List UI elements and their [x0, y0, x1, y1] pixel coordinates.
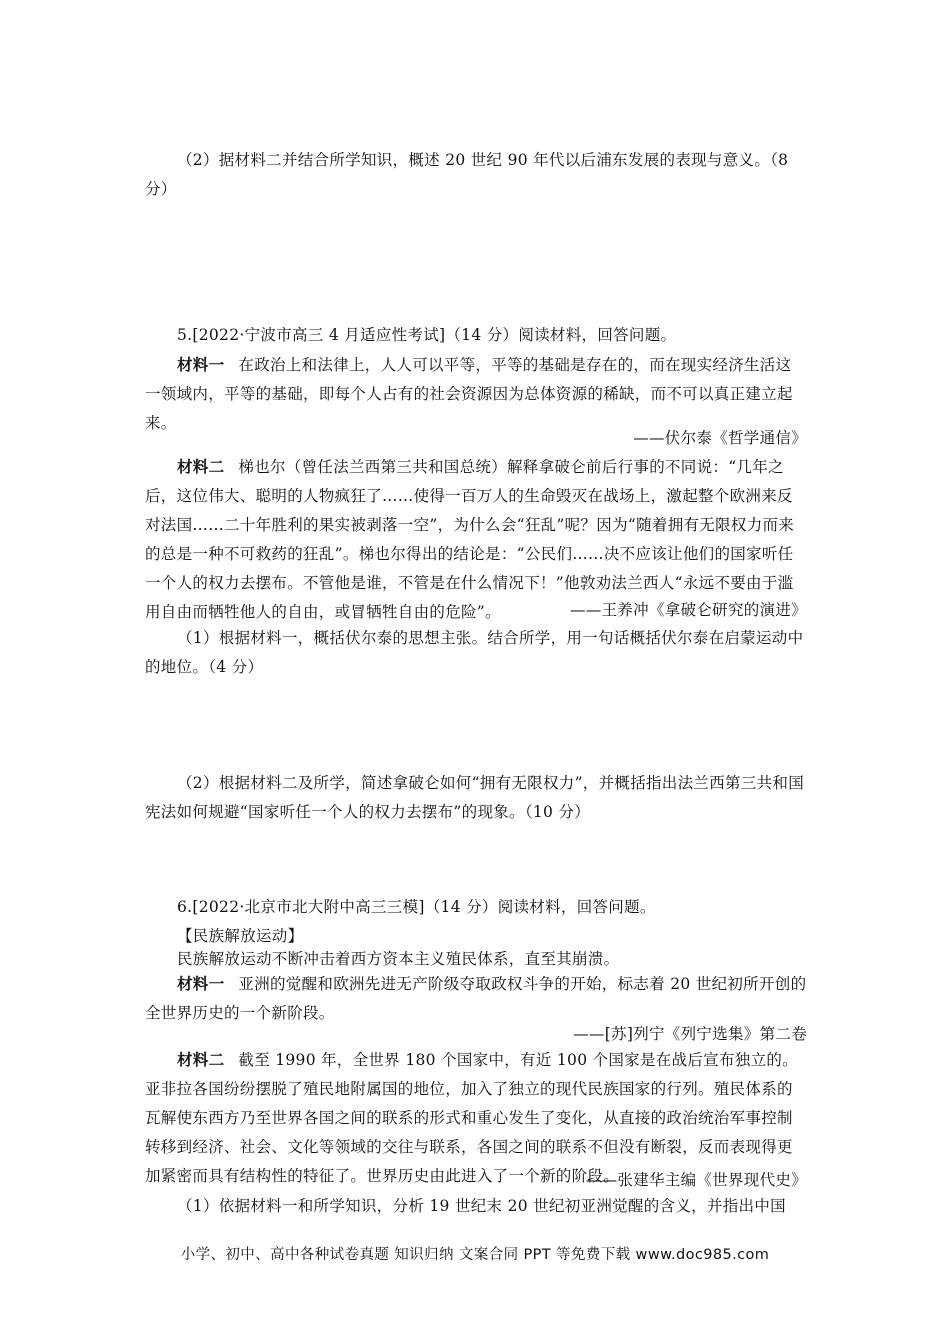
q6-material-two-text: 截至 1990 年，全世界 180 个国家中，有近 100 个国家是在战后宣布独立的。亚非拉各国纷纷摆脱了殖民地附属国的地位，加入了独立的现代民族国家的行列。殖民体系的瓦解使东西方乃至世界各国之间的联系的形式和重心发生了变化，从直接的政治统治军事控制转移到经济、社会、文化等领域的交往与联系，各国之间的联系不但没有断裂，反而表现得更加紧密而具有结构性的特征了。世界历史由此进入了一个新的阶段。	[145, 1051, 798, 1185]
q6-header: 6.[2022·北京市北大附中高三三模]（14 分）阅读材料，回答问题。	[177, 898, 656, 916]
page-footer: 小学、初中、高中各种试卷真题 知识归纳 文案合同 PPT 等免费下载 www.doc985.com	[180, 1247, 770, 1263]
q5-header: 5.[2022·宁波市高三 4 月适应性考试]（14 分）阅读材料，回答问题。	[177, 326, 677, 344]
q6-material-one-text: 亚洲的觉醒和欧洲先进无产阶级夺取政权斗争的开始，标志着 20 世纪初所开创的全世界历史的一个新阶段。	[145, 975, 807, 1022]
q5-material-one-source: ——伏尔泰《哲学通信》	[633, 429, 807, 447]
q5-material-two-source: ——王养冲《拿破仑研究的演进》	[569, 601, 807, 619]
q4-part2-question: （2）据材料二并结合所学知识，概述 20 世纪 90 年代以后浦东发展的表现与意义。（8 分）	[145, 151, 789, 198]
q5-part1-question: （1）根据材料一，概括伏尔泰的思想主张。结合所学，用一句话概括伏尔泰在启蒙运动中的地位。（4 分）	[145, 629, 804, 676]
q6-material-one-label: 材料一	[177, 974, 225, 993]
q6-topic: 【民族解放运动】	[177, 927, 304, 945]
q6-material-two-source: ——张建华主编《世界现代史》	[585, 1171, 807, 1189]
q6-material-one-source: ——[苏]列宁《列宁选集》第二卷	[573, 1025, 807, 1043]
q5-part2-question: （2）根据材料二及所学，简述拿破仑如何“拥有无限权力”，并概括指出法兰西第三共和国宪法如何规避“国家听任一个人的权力去摆布”的现象。（10 分）	[145, 774, 805, 821]
q6-material-two-label: 材料二	[177, 1050, 225, 1069]
q6-part1-question: （1）依据材料一和所学知识，分析 19 世纪末 20 世纪初亚洲觉醒的含义，并指出中国	[177, 1197, 786, 1215]
q6-intro: 民族解放运动不断冲击着西方资本主义殖民体系，直至其崩溃。	[177, 950, 620, 968]
q5-material-two-text: 梯也尔（曾任法兰西第三共和国总统）解释拿破仑前后行事的不同说：“几年之后，这位伟大、聪明的人物疯狂了……使得一百万人的生命毁灭在战场上，激起整个欧洲来反对法国……二十年胜利的果实被剥落一空”，为什么会“狂乱”呢？因为“随着拥有无限权力而来的总是一种不可救药的狂乱”。梯也尔得出的结论是：“公民们……决不应该让他们的国家听任一个人的权力去摆布。不管他是谁，不管是在什么情况下！”他敦劝法兰西人“永远不要由于滥用自由而牺牲他人的自由，或冒牺牲自由的危险”。	[145, 458, 795, 621]
q5-material-one-label: 材料一	[177, 355, 225, 374]
q5-material-two-label: 材料二	[177, 457, 225, 476]
q5-material-one-text: 在政治上和法律上，人人可以平等，平等的基础是存在的，而在现实经济生活这一领域内，平等的基础，即每个人占有的社会资源因为总体资源的稀缺，而不可以真正建立起来。	[145, 356, 793, 432]
